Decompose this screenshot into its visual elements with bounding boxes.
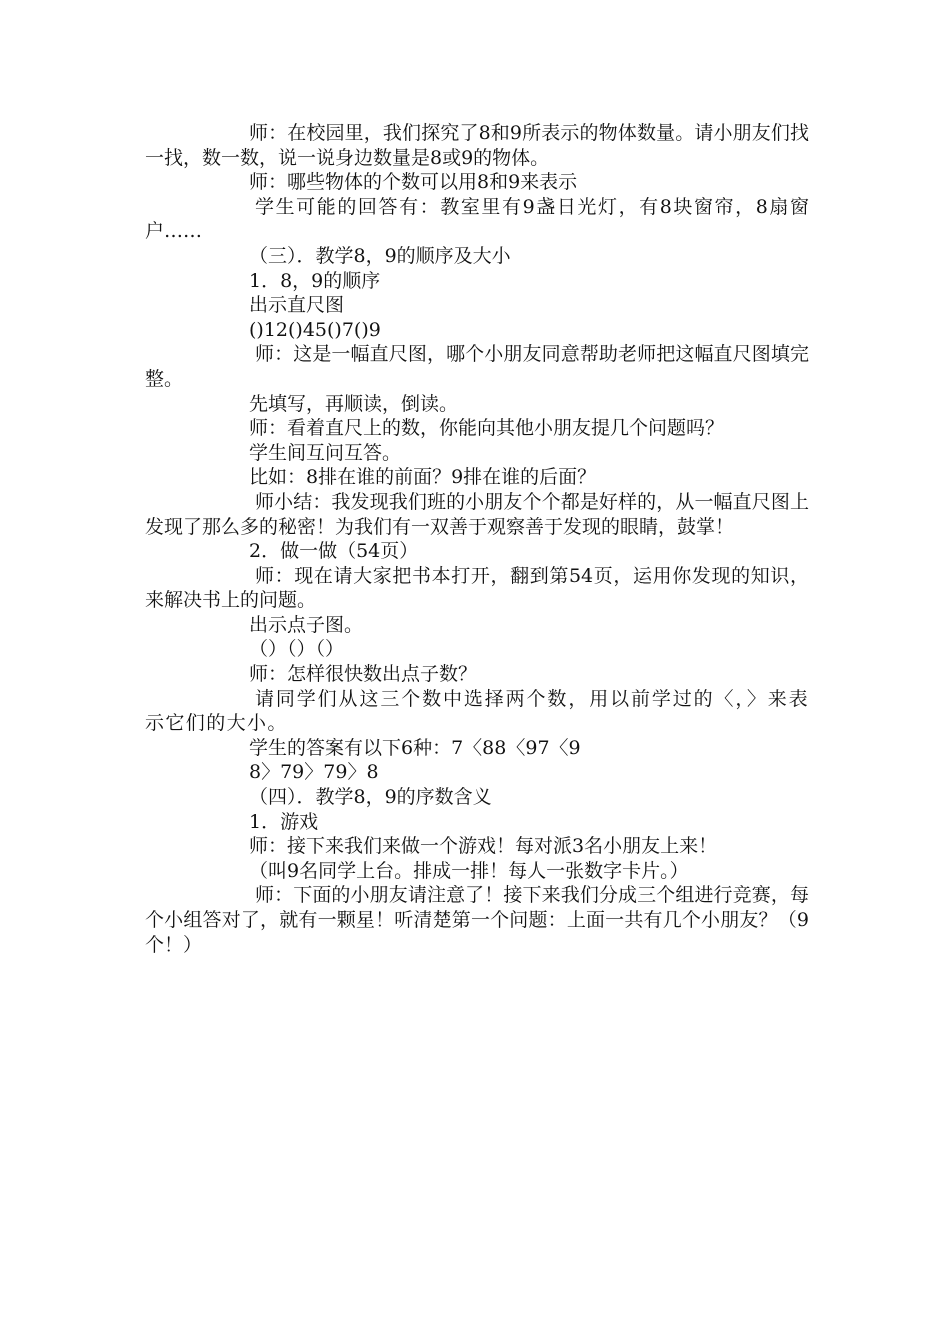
paragraph: 师小结：我发现我们班的小朋友个个都是好样的，从一幅直尺图上发现了那么多的秘密！为我们有一双善于观察善于发现的眼睛，鼓掌！ xyxy=(145,490,809,538)
paragraph: 先填写，再顺读，倒读。 xyxy=(249,392,459,415)
paragraph: 师：怎样很快数出点子数？ xyxy=(249,663,478,686)
section-heading: （四）．教学8，9的序数含义 xyxy=(249,786,492,809)
paragraph: 8〉79〉79〉8 xyxy=(249,761,379,784)
subsection-heading: 1．游戏 xyxy=(249,810,319,833)
subsection-heading: 1．8，9的顺序 xyxy=(249,269,381,292)
paragraph: 请同学们从这三个数中选择两个数，用以前学过的〈，〉来表示它们的大小。 xyxy=(145,687,809,735)
paragraph: 师：接下来我们来做一个游戏！每对派3名小朋友上来！ xyxy=(249,835,718,858)
ruler-sequence: ()12()45()7()9 xyxy=(249,318,381,341)
paragraph: 出示点子图。 xyxy=(249,613,364,636)
subsection-heading: 2．做一做（54页） xyxy=(249,540,419,563)
paragraph: （叫9名同学上台。排成一排！每人一张数字卡片。） xyxy=(249,859,689,882)
paragraph: 学生间互问互答。 xyxy=(249,441,402,464)
paragraph: 师：现在请大家把书本打开，翻到第54页，运用你发现的知识，来解决书上的问题。 xyxy=(145,564,809,612)
paragraph: 出示直尺图 xyxy=(249,294,345,317)
paragraph: 师：哪些物体的个数可以用8和9来表示 xyxy=(249,171,578,194)
document-body xyxy=(145,121,809,957)
paragraph: 学生的答案有以下6种：7〈88〈97〈9 xyxy=(249,736,581,759)
paragraph: 师：在校园里，我们探究了8和9所表示的物体数量。请小朋友们找一找，数一数，说一说身边数量是8或9的物体。 xyxy=(145,122,809,169)
paragraph: 师：看着直尺上的数，你能向其他小朋友提几个问题吗？ xyxy=(249,417,725,440)
section-heading: （三）．教学8，9的顺序及大小 xyxy=(249,244,511,267)
paragraph: 师：这是一幅直尺图，哪个小朋友同意帮助老师把这幅直尺图填完整。 xyxy=(145,343,809,390)
paragraph: 师：下面的小朋友请注意了！接下来我们分成三个组进行竞赛，每个小组答对了，就有一颗星！听清楚第一个问题：上面一共有几个小朋友？（9个！） xyxy=(145,884,809,956)
dot-figure-placeholders: （）（）（） xyxy=(249,638,345,661)
paragraph: 比如：8排在谁的前面？9排在谁的后面？ xyxy=(249,466,597,489)
paragraph: 学生可能的回答有：教室里有9盏日光灯，有8块窗帘，8扇窗户…… xyxy=(145,195,809,243)
